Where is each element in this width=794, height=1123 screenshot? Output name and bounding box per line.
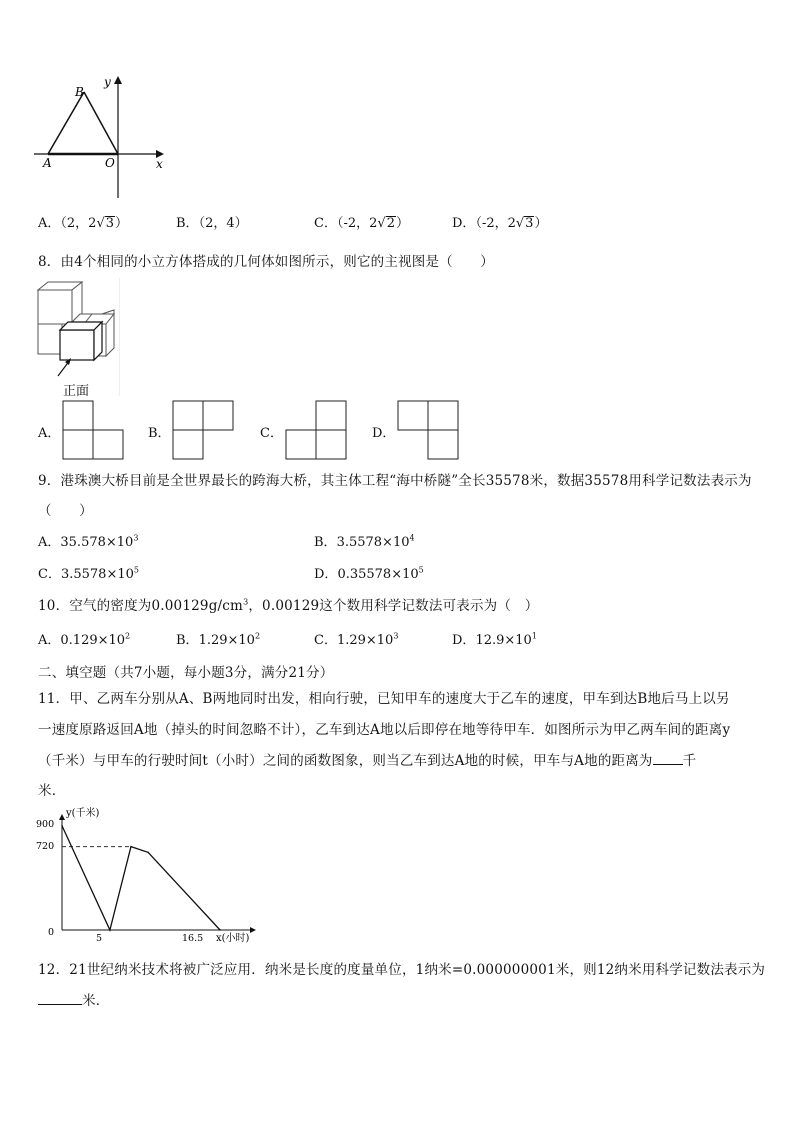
answer-blank[interactable]: [38, 992, 82, 1005]
option-label: A．: [38, 216, 61, 231]
option-label: D．: [314, 567, 338, 582]
option-label: A．: [38, 535, 61, 550]
mantissa: 1.29×10: [198, 633, 255, 648]
option-label: D．: [452, 216, 476, 231]
q8-option-d-view[interactable]: [397, 400, 459, 460]
o-label: O: [105, 156, 115, 170]
y-axis-label: y(千米): [66, 808, 100, 819]
q12-line-2: [38, 989, 109, 1009]
x-label: x: [156, 157, 163, 171]
mantissa: 35.578×10: [60, 535, 134, 550]
q10-option-c[interactable]: [314, 629, 398, 648]
mantissa: 0.35578×10: [337, 567, 419, 582]
q7-triangle-figure: [34, 74, 174, 202]
mantissa: 1.29×10: [336, 633, 394, 648]
mantissa: 3.5578×10: [336, 535, 410, 550]
option-text-end: ）: [395, 216, 409, 231]
q11-line-1: 11．甲、乙两车分别从A、B两地同时出发，相向行驶，已知甲车的速度大于乙车的速度，甲车到达B地后马上以另: [38, 691, 730, 707]
exponent: 3: [393, 631, 399, 641]
q8-option-b-view[interactable]: [172, 400, 234, 460]
q10-text-post: ，0.00129这个数用科学记数法可表示为（ ）: [248, 598, 539, 614]
tick-16-5: 16.5: [182, 933, 204, 944]
tick-720: 720: [36, 841, 55, 852]
tick-5: 5: [96, 933, 103, 944]
option-label: C．: [314, 216, 337, 231]
exponent: 2: [125, 631, 131, 641]
q8-text: 8．由4个相同的小立方体搭成的几何体如图所示，则它的主视图是（ ）: [38, 254, 494, 270]
answer-blank[interactable]: [653, 752, 683, 765]
mantissa: 12.9×10: [475, 633, 532, 648]
section-heading: 二、填空题（共7小题，每小题3分，满分21分）: [38, 665, 334, 681]
exponent: 1: [531, 631, 537, 641]
q10-text-pre: 10．空气的密度为0.00129g/cm: [38, 598, 244, 614]
data-point: [219, 929, 221, 931]
q7-option-a[interactable]: [38, 212, 128, 231]
option-text: （2，2: [60, 216, 97, 231]
distance-series-line: [62, 826, 220, 930]
option-text-end: ）: [534, 216, 548, 231]
q7-option-c[interactable]: [314, 212, 409, 231]
q10-option-d[interactable]: [452, 629, 537, 648]
side-ab: [48, 92, 84, 154]
q12-line-2-post: 米．: [82, 993, 110, 1009]
radicand: 3: [525, 216, 534, 231]
q8-option-a-view[interactable]: [62, 400, 124, 460]
radicand: 2: [386, 216, 395, 231]
q12-line-1: 12．21世纪纳米技术将被广泛应用．纳米是长度的度量单位，1纳米=0.000000001米，则12纳米用科学记数法表示为: [38, 962, 766, 978]
x-axis-arrow-icon: [250, 927, 256, 933]
chart-axes: [59, 814, 256, 933]
front-label: 正面: [63, 384, 90, 399]
sqrt-icon: √: [377, 216, 386, 231]
sqrt-icon: √: [96, 216, 105, 231]
q8-option-c-view[interactable]: [285, 400, 347, 460]
y-label: y: [104, 75, 111, 89]
q8-option-d-label[interactable]: D．: [372, 426, 396, 441]
option-label: C．: [38, 567, 61, 582]
q11-line-4: 米．: [38, 783, 66, 799]
data-point: [109, 929, 111, 931]
mantissa: 0.129×10: [60, 633, 126, 648]
q10-option-b[interactable]: [176, 629, 260, 648]
q10-text-exp: 3: [243, 597, 249, 607]
q9-paren: （ ）: [38, 503, 93, 519]
data-point: [130, 846, 132, 848]
sqrt-icon: √: [515, 216, 525, 231]
exponent: 5: [418, 565, 424, 575]
data-point: [61, 825, 63, 827]
exponent: 2: [254, 631, 261, 641]
q11-line-3-pre: （千米）与甲车的行驶时间t（小时）之间的函数图象，则当乙车到达A地的时候，甲车与A地的距离为: [38, 753, 653, 769]
b-label: B: [75, 85, 84, 99]
exponent: 5: [133, 565, 139, 575]
option-text: （2，4）: [198, 216, 248, 231]
y-axis-arrow-icon: [59, 814, 65, 820]
q11-line-3: [38, 749, 696, 769]
data-point: [147, 852, 149, 854]
q8-option-a-label[interactable]: A．: [38, 426, 61, 441]
exponent: 3: [133, 533, 139, 543]
q7-option-b[interactable]: [176, 212, 248, 231]
q8-cubes-figure: [36, 278, 120, 396]
q11-line-2: 一速度原路返回A地（掉头的时间忽略不计），乙车到达A地以后即停在地等待甲车．如图所示为甲乙两车间的距离y: [38, 722, 731, 738]
q10-option-a[interactable]: [38, 629, 130, 648]
chart-marks: [61, 825, 221, 931]
q11-line-3-post: 千: [682, 753, 697, 769]
option-label: D．: [452, 633, 476, 648]
tick-origin: 0: [48, 927, 55, 938]
side-bo: [84, 92, 118, 154]
q10-text: [38, 594, 539, 614]
option-text: （-2，2: [336, 216, 378, 231]
a-label: A: [43, 156, 52, 170]
x-axis-label: x(小时): [216, 933, 250, 944]
q8-option-c-label[interactable]: C．: [260, 426, 283, 441]
radicand: 3: [105, 216, 115, 231]
tick-900: 900: [36, 819, 55, 830]
option-text: （-2，2: [475, 216, 516, 231]
q8-option-b-label[interactable]: B．: [148, 426, 171, 441]
q9-option-a[interactable]: [38, 531, 138, 550]
mantissa: 3.5578×10: [60, 567, 134, 582]
exponent: 4: [409, 533, 415, 543]
option-label: B．: [176, 633, 199, 648]
option-label: B．: [176, 216, 199, 231]
option-label: B．: [314, 535, 337, 550]
q9-option-c[interactable]: [38, 563, 139, 582]
option-text-end: ）: [115, 216, 129, 231]
option-label: C．: [314, 633, 337, 648]
q7-option-d[interactable]: [452, 212, 547, 231]
option-label: A．: [38, 633, 61, 648]
q9-text: 9．港珠澳大桥目前是全世界最长的跨海大桥，其主体工程“海中桥隧”全长35578米，数据35578用科学记数法表示为: [38, 473, 752, 489]
distance-time-chart: [34, 806, 262, 946]
q9-option-b[interactable]: [314, 531, 415, 550]
q9-option-d[interactable]: [314, 563, 424, 582]
y-axis-arrow-icon: [114, 76, 122, 84]
